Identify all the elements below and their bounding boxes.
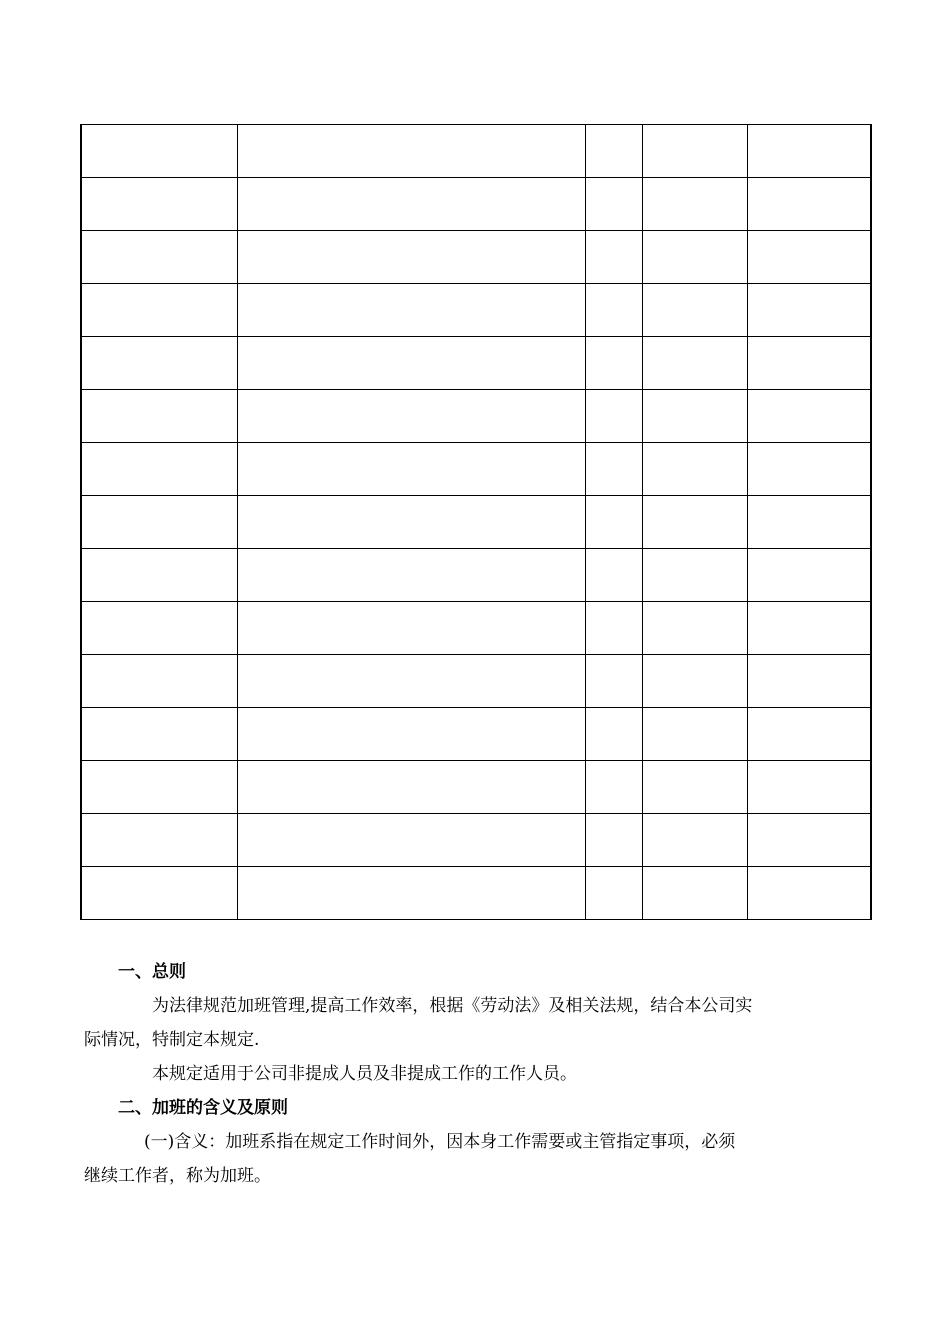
table-row: [81, 761, 871, 814]
table-cell: [747, 496, 871, 549]
paragraph-scope-line1: 本规定适用于公司非提成人员及非提成工作的工作人员。: [152, 1064, 577, 1084]
section-heading-general: 一、总则: [118, 962, 186, 982]
table-cell: [585, 602, 642, 655]
table-cell: [81, 284, 237, 337]
table-row: [81, 125, 871, 178]
table-cell: [237, 549, 585, 602]
table-cell: [747, 549, 871, 602]
table-cell: [237, 231, 585, 284]
table-cell: [747, 761, 871, 814]
table-cell: [585, 761, 642, 814]
table-cell: [237, 178, 585, 231]
table-cell: [747, 814, 871, 867]
table-cell: [81, 761, 237, 814]
table-row: [81, 602, 871, 655]
table-cell: [81, 814, 237, 867]
table-row: [81, 655, 871, 708]
table-cell: [642, 443, 747, 496]
document-body: [84, 955, 843, 1193]
table-row: [81, 443, 871, 496]
table-cell: [642, 814, 747, 867]
table-cell: [747, 125, 871, 178]
paragraph-definition: [84, 1125, 843, 1193]
paragraph-definition-line2: 继续工作者，称为加班。: [84, 1166, 271, 1186]
table-cell: [642, 178, 747, 231]
table-row: [81, 549, 871, 602]
table-cell: [81, 602, 237, 655]
table-row: [81, 390, 871, 443]
table-cell: [585, 655, 642, 708]
table-cell: [237, 443, 585, 496]
table-cell: [237, 125, 585, 178]
table-cell: [585, 496, 642, 549]
table-cell: [81, 337, 237, 390]
table-cell: [585, 337, 642, 390]
table-row: [81, 178, 871, 231]
table-cell: [642, 125, 747, 178]
section-heading-overtime-meaning: 二、加班的含义及原则: [118, 1098, 288, 1118]
table-cell: [81, 231, 237, 284]
table-cell: [237, 337, 585, 390]
table-body: [81, 125, 871, 920]
table-cell: [747, 867, 871, 920]
table-cell: [747, 178, 871, 231]
table-row: [81, 867, 871, 920]
table-cell: [747, 390, 871, 443]
table-cell: [81, 125, 237, 178]
table-cell: [747, 443, 871, 496]
table-cell: [585, 284, 642, 337]
table-cell: [237, 284, 585, 337]
table-cell: [237, 602, 585, 655]
table-cell: [585, 549, 642, 602]
table-cell: [642, 867, 747, 920]
table-cell: [585, 814, 642, 867]
table-cell: [642, 761, 747, 814]
table-cell: [585, 125, 642, 178]
table-cell: [642, 602, 747, 655]
table-row: [81, 337, 871, 390]
table-cell: [81, 496, 237, 549]
table-cell: [585, 443, 642, 496]
paragraph-definition-line1: (一)含义：加班系指在规定工作时间外，因本身工作需要或主管指定事项，必须: [144, 1132, 736, 1152]
table-cell: [81, 708, 237, 761]
table-row: [81, 496, 871, 549]
table-cell: [642, 549, 747, 602]
table-cell: [237, 814, 585, 867]
table-cell: [747, 284, 871, 337]
table-cell: [642, 655, 747, 708]
table-cell: [585, 178, 642, 231]
table-cell: [747, 231, 871, 284]
table-cell: [81, 178, 237, 231]
table-cell: [747, 708, 871, 761]
table-cell: [642, 708, 747, 761]
table-cell: [642, 337, 747, 390]
table-row: [81, 284, 871, 337]
table-cell: [237, 708, 585, 761]
table-cell: [237, 390, 585, 443]
table-cell: [642, 231, 747, 284]
table-cell: [747, 655, 871, 708]
table-cell: [747, 337, 871, 390]
table-cell: [585, 867, 642, 920]
table-cell: [642, 496, 747, 549]
table-cell: [237, 867, 585, 920]
paragraph-purpose: [84, 989, 843, 1057]
table-cell: [642, 390, 747, 443]
table-cell: [585, 231, 642, 284]
table-cell: [81, 390, 237, 443]
paragraph-purpose-line2: 际情况，特制定本规定.: [84, 1030, 260, 1050]
table-cell: [81, 867, 237, 920]
table-row: [81, 231, 871, 284]
blank-form-table: [80, 124, 872, 920]
table-cell: [642, 284, 747, 337]
table-cell: [585, 390, 642, 443]
table-cell: [585, 708, 642, 761]
paragraph-scope: [118, 1057, 843, 1091]
table-cell: [237, 761, 585, 814]
table-cell: [81, 549, 237, 602]
table-cell: [81, 443, 237, 496]
table-cell: [237, 496, 585, 549]
table-cell: [747, 602, 871, 655]
table-cell: [81, 655, 237, 708]
table-row: [81, 708, 871, 761]
table-cell: [237, 655, 585, 708]
table-row: [81, 814, 871, 867]
paragraph-purpose-line1: 为法律规范加班管理,提高工作效率，根据《劳动法》及相关法规，结合本公司实: [152, 996, 753, 1016]
